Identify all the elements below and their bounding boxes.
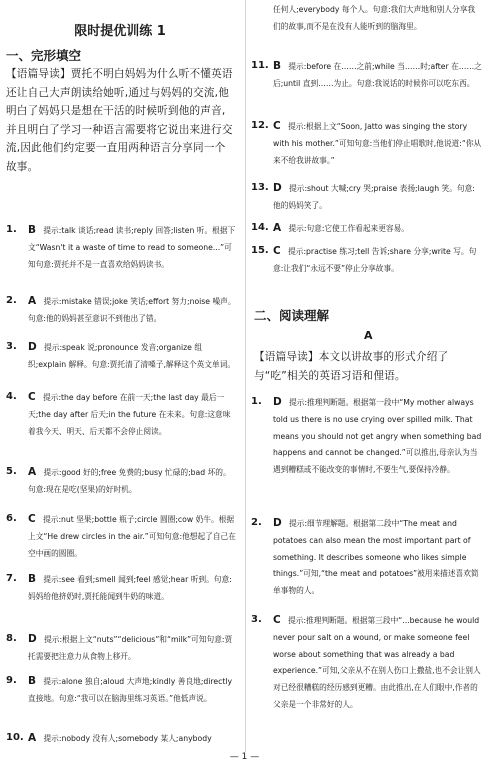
answer-item: 12. C 提示:根据上文“Soon, Jatto was singing the story with his mother.”可知句意:当他们停止唱歌时,他说道:“你从来不给我讲故事。” (251, 120, 482, 165)
answer-item: 2. A 提示:mistake 错误;joke 笑话;effort 努力;noise 噪声。句意:他的妈妈甚至意识不到他出了错。 (6, 295, 236, 323)
answer-item: 4. C 提示:the day before 在前一天;the last day 最后一天;the day after 后天;in the future 在未来。句意:这意味着我今天、明天、后天都不会停止阅读。 (6, 391, 231, 436)
answer-item: 15. C 提示:practise 练习;tell 告诉;share 分享;write 写。句意:让我们“永远不要”停止分享故事。 (251, 245, 477, 273)
answer-item: 13. D 提示:shout 大喊;cry 哭;praise 表扬;laugh 笑。句意:他的妈妈笑了。 (251, 182, 475, 210)
answer-item: 8. D 提示:根据上文“nuts”“delicious”和“milk”可知句意:贾托需要把注意力从食物上移开。 (6, 633, 233, 661)
answer-item: 1. B 提示:talk 谈话;read 读书;reply 回答;listen 听。根据下文“Wasn't it a waste of time to read to someone...”可知句意:贾托并不是一直喜欢给妈妈读书。 (6, 224, 236, 269)
answer-item: 2. D 提示:细节理解题。根据第二段中“The meat and potatoes can also mean the most important part of something. It describes someone who likes simple things.”可知,“the meat and potatoes”被用来描述喜欢简单事物的人。 (251, 517, 479, 596)
answer-item: 7. B 提示:see 看到;smell 闻到;feel 感觉;hear 听到。句意:妈妈给他挤奶时,贾托能闻到牛奶的味道。 (6, 573, 232, 601)
passage-letter: A (364, 329, 373, 342)
cloze-intro: 【语篇导读】贾托不明白妈妈为什么听不懂英语还让自己大声朗读给她听,通过与妈妈的交流,他明白了妈妈只是想在干活的时候听到他的声音,并且明白了学习一种语言需要将它说出来进行交流,因此他们约定要一直用两种语言分享同一个故事。 (6, 68, 233, 173)
answer-item: 6. C 提示:nut 坚果;bottle 瓶子;circle 圆圈;cow 奶牛。根据上文“He drew circles in the air.”可知句意:他想起了自己在空中画的圆圈。 (6, 513, 236, 558)
page-number: — 1 — (229, 752, 260, 762)
answer-item: 3. C 提示:推理判断题。根据第三段中“...because he would never pour salt on a wound, or make someone feel worse about something that was already a bad experience.”可知,父亲从不在别人伤口上撒盐,也不会让别人对已经很糟糕的经历感到更糟。由此推出,在人们眼中,作者的父亲是一个非常好的人。 (251, 614, 481, 709)
column-divider (245, 0, 246, 752)
section-heading-cloze: 一、完形填空 (6, 48, 82, 63)
answer-item: 9. B 提示:alone 独自;aloud 大声地;kindly 善良地;directly 直接地。句意:“我可以在脑海里练习英语。”他低声说。 (6, 675, 233, 703)
reading-intro: 【语篇导读】本文以讲故事的形式介绍了与“吃”相关的英语习语和俚语。 (254, 351, 449, 382)
answer-item: 1. D 提示:推理判断题。根据第一段中“My mother always told us there is no use crying over spilled milk. That means you should not get angry when something bad happens and cannot be changed.”可以推出,母亲认为当遇到糟糕或不能改变的事情时,不要生气,要保持冷静。 (251, 396, 482, 475)
section-heading-reading: 二、阅读理解 (254, 308, 330, 323)
answer-item: 5. A 提示:good 好的;free 免费的;busy 忙碌的;bad 坏的。句意:现在是吃(坚果)的好时机。 (6, 466, 231, 494)
answer-item: 14. A 提示:句意:它使工作看起来更容易。 (251, 222, 409, 234)
answer-item-continued: 任何人;everybody 每个人。句意:我们大声地和别人分享我们的故事,而不是在没有人能听到的脑海里。 (273, 5, 476, 31)
answer-item: 10. A 提示:nobody 没有人;somebody 某人;anybody (6, 732, 212, 744)
page-title: 限时提优训练 1 (74, 24, 166, 39)
answer-item: 11. B 提示:before 在……之前;while 当……时;after 在……之后;until 直到……为止。句意:我说话的时候你可以吃东西。 (251, 60, 482, 88)
answer-item: 3. D 提示:speak 说;pronounce 发音;organize 组织;explain 解释。句意:贾托清了清嗓子,解释这个英文单词。 (6, 341, 236, 369)
